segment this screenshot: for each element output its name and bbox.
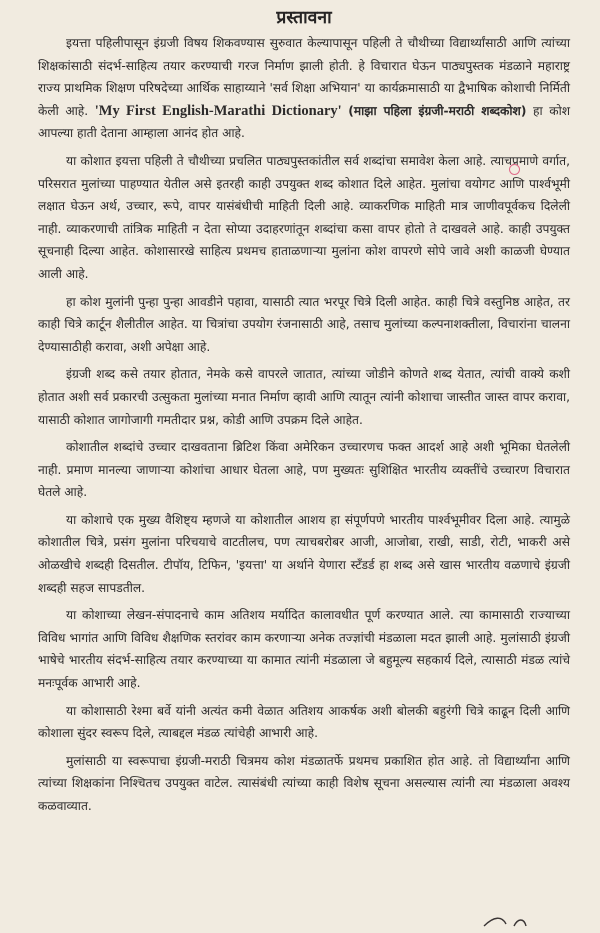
intro-closing-text: हा कोश आपल्या हाती देताना आम्हाला आनंद होत आहे.: [38, 103, 571, 141]
page-title: प्रस्तावना: [276, 8, 332, 28]
paragraph-illustrations: हा कोश मुलांनी पुन्हा पुन्हा आवडीने पहावा, यासाठी त्यात भरपूर चित्रे दिली आहेत. काही चित्रे वस्तुनिष्ठ आहेत, तर काही चित्रे कार्टून शैलीतील आहेत. या चित्रांचा उपयोग रंजनासाठी आहे, तसाच मुलांच्या कल्पनाशक्तीला, विचारांना चालना देण्यासाठीही करावा, अशी अपेक्षा आहे.: [38, 294, 570, 354]
paragraph-pronunciation: कोशातील शब्दांचे उच्चार दाखवताना ब्रिटिश किंवा अमेरिकन उच्चारणच फक्त आदर्श आहे अशी भूमिका घेतलेली नाही. प्रमाण मानल्या जाणाऱ्या कोशांचा आधार घेतला आहे, पण मुख्यतः सुशिक्षित भारतीय व्यक्तींचे उच्चारण विचारात घेतले आहे.: [38, 440, 570, 500]
paragraph-intro: [38, 32, 570, 145]
dictionary-title-english: 'My First English-Marathi Dictionary': [94, 102, 342, 119]
paragraph-acknowledgement-experts: या कोशाच्या लेखन-संपादनाचे काम अतिशय मर्यादित कालावधीत पूर्ण करण्यात आले. त्या कामासाठी राज्याच्या विविध भागांत आणि विविध शैक्षणिक स्तरांवर काम करणाऱ्या अनेक तज्ज्ञांची मंडळाला मदत झाली आहे. मुलांसाठी इंग्रजी भाषेचे भारतीय संदर्भ-साहित्य तयार करण्याच्या या कामात त्यांनी मंडळाला जे बहुमूल्य सहकार्य दिले, त्यासाठी मंडळ त्यांचे मनःपूर्वक आभारी आहे.: [38, 608, 570, 691]
intro-text: इयत्ता पहिलीपासून इंग्रजी विषय शिकवण्यास सुरुवात केल्यापासून पहिली ते चौथीच्या विद्यार्थ्यांसाठी आणि त्यांच्या शिक्षकांसाठी संदर्भ-साहित्य तयार करण्याची गरज निर्माण झाली होती. हे विचारात घेऊन पाठ्यपुस्तक मंडळाने महाराष्ट्र राज्य प्राथमिक शिक्षण परिषदेच्या आर्थिक साहाय्याने 'सर्व शिक्षा अभियान' या कार्यक्रमासाठी या द्वैभाषिक कोशाची निर्मिती केली आहे.: [38, 36, 570, 118]
dictionary-title-marathi: (माझा पहिला इंग्रजी-मराठी शब्दकोश): [348, 103, 527, 118]
paragraph-closing: मुलांसाठी या स्वरूपाचा इंग्रजी-मराठी चित्रमय कोश मंडळातर्फे प्रथमच प्रकाशित होत आहे. तो विद्यार्थ्यांना आणि त्यांच्या शिक्षकांना निश्चितच उपयुक्त वाटेल. त्यासंबंधी त्यांच्या काही विशेष सूचना असल्यास त्यांनी त्या मंडळाला अवश्य कळवाव्यात.: [38, 753, 570, 813]
pen-squiggle-mark: [480, 912, 540, 930]
paragraph-contents: या कोशात इयत्ता पहिली ते चौथीच्या प्रचलित पाठ्यपुस्तकांतील सर्व शब्दांचा समावेश केला आहे. त्याचप्रमाणे वर्गात, परिसरात मुलांच्या पाहण्यात येतील असे इतरही काही उपयुक्त शब्द कोशात दिले आहेत. मुलांचा वयोगट आणि पार्श्वभूमी लक्षात घेऊन अर्थ, उच्चार, रूपे, वापर यासंबंधीची माहिती दिली आहे. व्याकरणिक माहिती मात्र जाणीवपूर्वकच दिलेली नाही. व्याकरणाची तांत्रिक माहिती न देता सोप्या उदाहरणांतून शब्दांचा कसा वापर होतो ते दाखवले आहे. काही उपयुक्त सूचनाही दिल्या आहेत. कोशासारखे साहित्य प्रथमच हाताळणाऱ्या मुलांना कोश वापरणे सोपे जावे अशी काळजी घेण्यात आली आहे.: [38, 153, 570, 281]
pen-mark-circle: [509, 164, 520, 175]
paragraph-acknowledgement-illustrator: या कोशासाठी रेश्मा बर्वे यांनी अत्यंत कमी वेळात अतिशय आकर्षक अशी बोलकी बहुरंगी चित्रे काढून दिली आणि कोशाला सुंदर स्वरूप दिले, त्याबद्दल मंडळ त्यांचेही आभारी आहे.: [38, 703, 570, 741]
paragraph-curiosity: इंग्रजी शब्द कसे तयार होतात, नेमके कसे वापरले जातात, त्यांच्या जोडीने कोणते शब्द येतात, त्यांची वाक्ये कशी होतात अशी सर्व प्रकारची उत्सुकता मुलांच्या मनात निर्माण व्हावी आणि त्यातून त्यांनी कोशाचा जास्तीत जास्त वापर करावा, यासाठी कोशात जागोजागी गमतीदार प्रश्न, कोडी आणि उपक्रम दिले आहेत.: [38, 367, 570, 427]
paragraph-indian-context: या कोशाचे एक मुख्य वैशिष्ट्य म्हणजे या कोशातील आशय हा संपूर्णपणे भारतीय पार्श्वभूमीवर दिला आहे. त्यामुळे कोशातील चित्रे, प्रसंग मुलांना परिचयाचे वाटतीलच, पण त्याचबरोबर आजी, आजोबा, राखी, साडी, रोटी, भाकरी असे ओळखीचे शब्दही दिसतील. टीपॉय, टिफिन, 'इयत्ता' या अर्थाने येणारा स्टँडर्ड हा शब्द असे खास भारतीय वळणाचे इंग्रजी शब्दही सहज सापडतील.: [38, 512, 570, 595]
